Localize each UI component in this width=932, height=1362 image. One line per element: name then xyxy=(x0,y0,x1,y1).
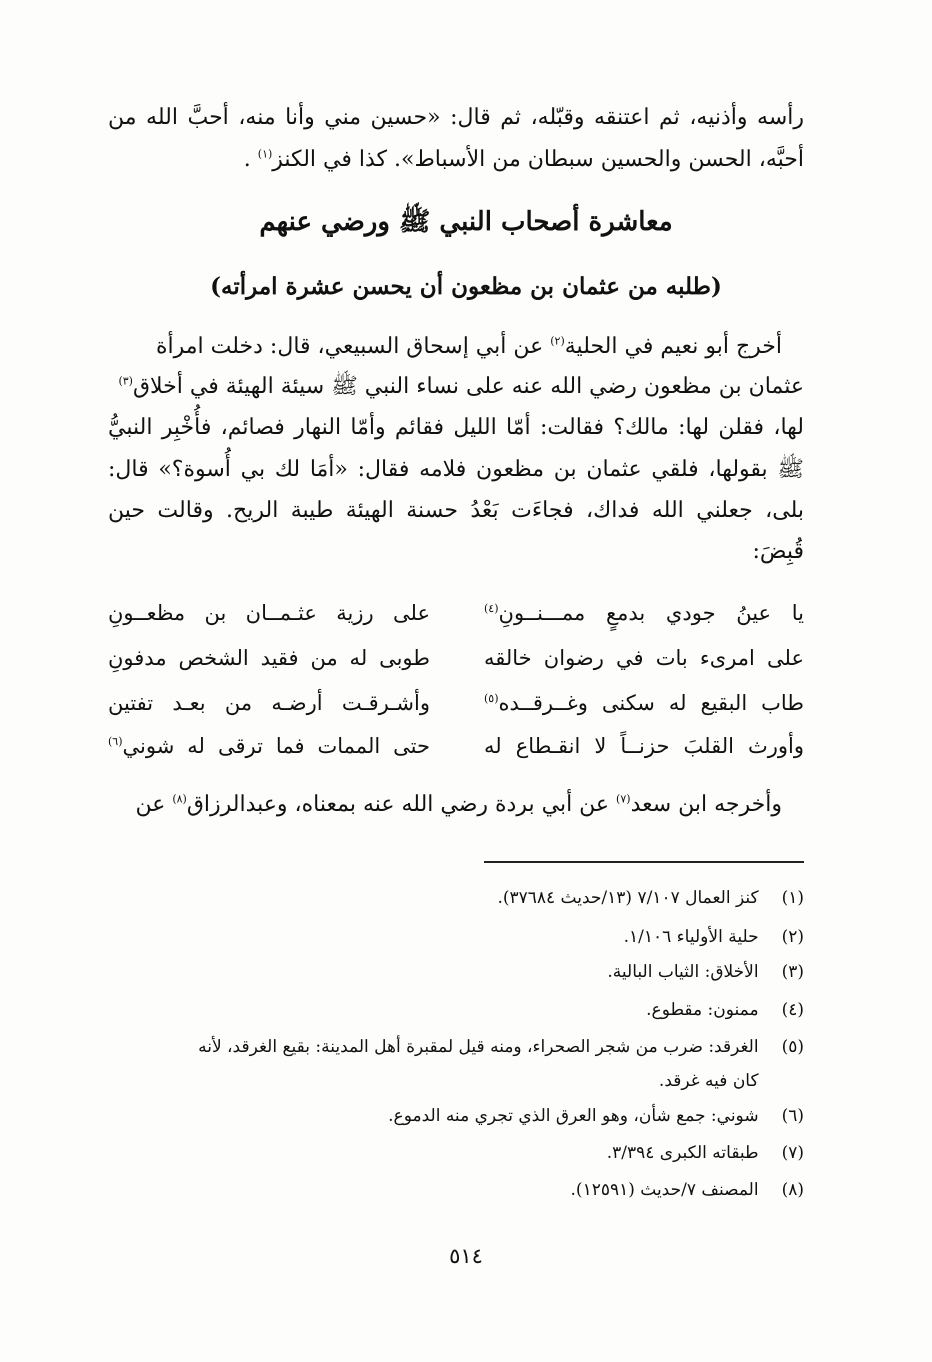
verse-3-right: طاب البقيع له سكنى وغــرقــده$^{(٥)}$ xyxy=(484,691,804,715)
footnote-ref: (٢) xyxy=(550,334,565,348)
footnote-ref: (٨) xyxy=(172,792,187,806)
para-line-5: بلى، جعلني الله فداك، فجاءَت بَعْدُ حسنة الهيئة طيبة الريح. وقالت حين xyxy=(108,498,804,523)
footnote-ref: (٣) xyxy=(118,374,133,388)
footnote-ref: (٥) xyxy=(484,692,499,705)
verse-4-right: وأورث القلبَ حزنــاً لا انقـطاع له xyxy=(484,734,804,758)
para-line-4: ﷺ بقولها، فلقي عثمان بن مظعون فلامه فقال: «أمَا لك بي أُسوة؟» قال: xyxy=(108,457,804,482)
footnote-4: (٤) ممنون: مقطوع. xyxy=(646,1000,804,1020)
footnote-separator xyxy=(484,861,804,863)
footnote-ref: (٧) xyxy=(616,792,631,806)
last-para-line: وأخرجه ابن سعد$^{(٧)}$ عن أبي بردة رضي الله عنه بمعناه، وعبدالرزاق$^{(٨)}$ عن xyxy=(135,792,782,817)
footnote-5-cont: كان فيه غرقد. xyxy=(658,1071,759,1091)
verse-3-left: وأشـرقـت أرضـه من بعـد تفتين xyxy=(108,691,430,715)
footnote-2: (٢) حلية الأولياء ١/١٠٦. xyxy=(623,927,804,947)
footnote-ref: (٤) xyxy=(484,602,499,615)
para-line-6: قُبِضَ: xyxy=(752,539,804,564)
section-heading: معاشرة أصحاب النبي ﷺ ورضي عنهم xyxy=(259,207,673,237)
para-line-2: عثمان بن مظعون رضي الله عنه على نساء النبي ﷺ سيئة الهيئة في أخلاق$^{(٣)}$ xyxy=(118,374,804,399)
footnote-5: (٥) الغرقد: ضرب من شجر الصحراء، ومنه قيل لمقبرة أهل المدينة: بقيع الغرقد، لأنه xyxy=(198,1037,804,1057)
page-number: ٥١٤ xyxy=(449,1244,483,1268)
sub-heading: (طلبه من عثمان بن مظعون أن يحسن عشرة امرأته) xyxy=(210,273,722,300)
verse-4-left: حتى الممات فما ترقى له شوني$^{(٦)}$ xyxy=(108,734,430,758)
footnote-6: (٦) شوني: جمع شأن، وهو العرق الذي تجري منه الدموع. xyxy=(388,1106,804,1126)
footnote-7: (٧) طبقاته الكبرى ٣/٣٩٤. xyxy=(606,1143,804,1163)
footnote-ref: (٦) xyxy=(108,735,123,748)
body-line-1: رأسه وأذنيه، ثم اعتنقه وقبّله، ثم قال: «حسين مني وأنا منه، أحبَّ الله من xyxy=(108,105,804,130)
verse-1-right: يا عينُ جودي بدمعٍ ممـــنــونِ$^{(٤)}$ xyxy=(484,601,804,625)
footnote-3: (٣) الأخلاق: الثياب البالية. xyxy=(607,962,804,982)
para-line-3: لها، فقلن لها: مالك؟ فقالت: أمّا الليل فقائم وأمّا النهار فصائم، فأُخْبِر النبيُّ xyxy=(108,415,804,440)
footnote-1: (١) كنز العمال ٧/١٠٧ (١٣/حديث ٣٧٦٨٤). xyxy=(497,888,804,908)
verse-2-right: على امرىء بات في رضوان خالقه xyxy=(484,646,804,670)
footnote-8: (٨) المصنف ٧/حديث (١٢٥٩١). xyxy=(570,1180,804,1200)
verse-1-left: على رزية عثـمــان بن مظعــونِ xyxy=(108,601,430,625)
para-line-1: أخرج أبو نعيم في الحلية$^{(٢)}$ عن أبي إسحاق السبيعي، قال: دخلت امرأة xyxy=(155,334,782,359)
footnote-ref: (١) xyxy=(257,147,273,161)
verse-2-left: طوبى له من فقيد الشخص مدفونِ xyxy=(108,646,430,670)
body-line-2: أحبَّه، الحسن والحسين سبطان من الأسباط». كذا في الكنز$^{(١)}$ . xyxy=(243,147,804,172)
